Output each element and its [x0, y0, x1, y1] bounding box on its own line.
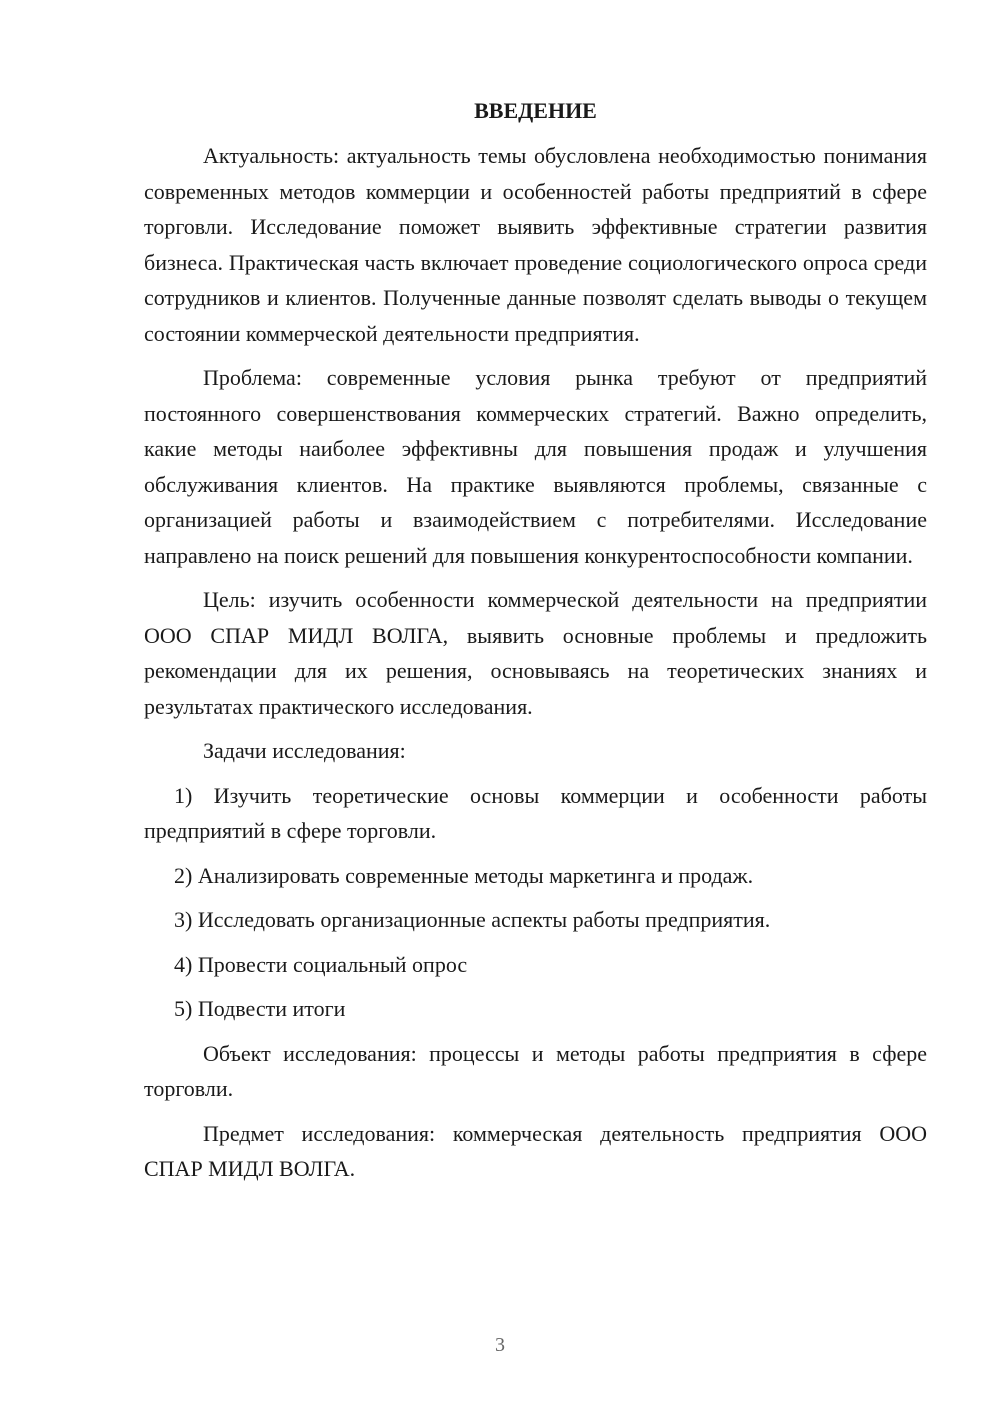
paragraph-relevance: Актуальность: актуальность темы обусловлена необходимостью понимания современных методов коммерции и особенностей работы предприятий в сфере торговли. Исследование поможет выявить эффективные стратегии развития бизнеса. Практическая часть включает проведение социологического опроса среди сотрудников и клиентов. Полученные данные позволят сделать выводы о текущем состоянии коммерческой деятельности предприятия.	[144, 143, 927, 346]
paragraph-object: Объект исследования: процессы и методы работы предприятия в сфере торговли.	[144, 1040, 927, 1101]
document-page	[144, 96, 927, 1196]
paragraph-goal: Цель: изучить особенности коммерческой деятельности на предприятии ООО СПАР МИДЛ ВОЛГА, выявить основные проблемы и предложить рекомендации для их решения, основываясь на теоретических знаниях и результатах практического исследования.	[144, 587, 927, 719]
task-item-1: 1) Изучить теоретические основы коммерции и особенности работы предприятий в сфере торговли.	[144, 782, 927, 843]
paragraph-problem: Проблема: современные условия рынка требуют от предприятий постоянного совершенствования коммерческих стратегий. Важно определить, какие методы наиболее эффективны для повышения продаж и улучшения обслуживания клиентов. На практике выявляются проблемы, связанные с организацией работы и взаимодействием с потребителями. Исследование направлено на поиск решений для повышения конкурентоспособности компании.	[144, 365, 927, 568]
task-item-5: 5) Подвести итоги	[174, 996, 346, 1021]
task-item-3: 3) Исследовать организационные аспекты работы предприятия.	[174, 907, 771, 932]
paragraph-tasks-intro: Задачи исследования:	[203, 738, 406, 763]
task-item-2: 2) Анализировать современные методы маркетинга и продаж.	[174, 862, 754, 888]
section-heading: ВВЕДЕНИЕ	[474, 98, 597, 123]
page-number: 3	[495, 1334, 505, 1356]
task-item-4: 4) Провести социальный опрос	[174, 951, 468, 977]
paragraph-subject: Предмет исследования: коммерческая деятельность предприятия ООО СПАР МИДЛ ВОЛГА.	[144, 1120, 927, 1181]
